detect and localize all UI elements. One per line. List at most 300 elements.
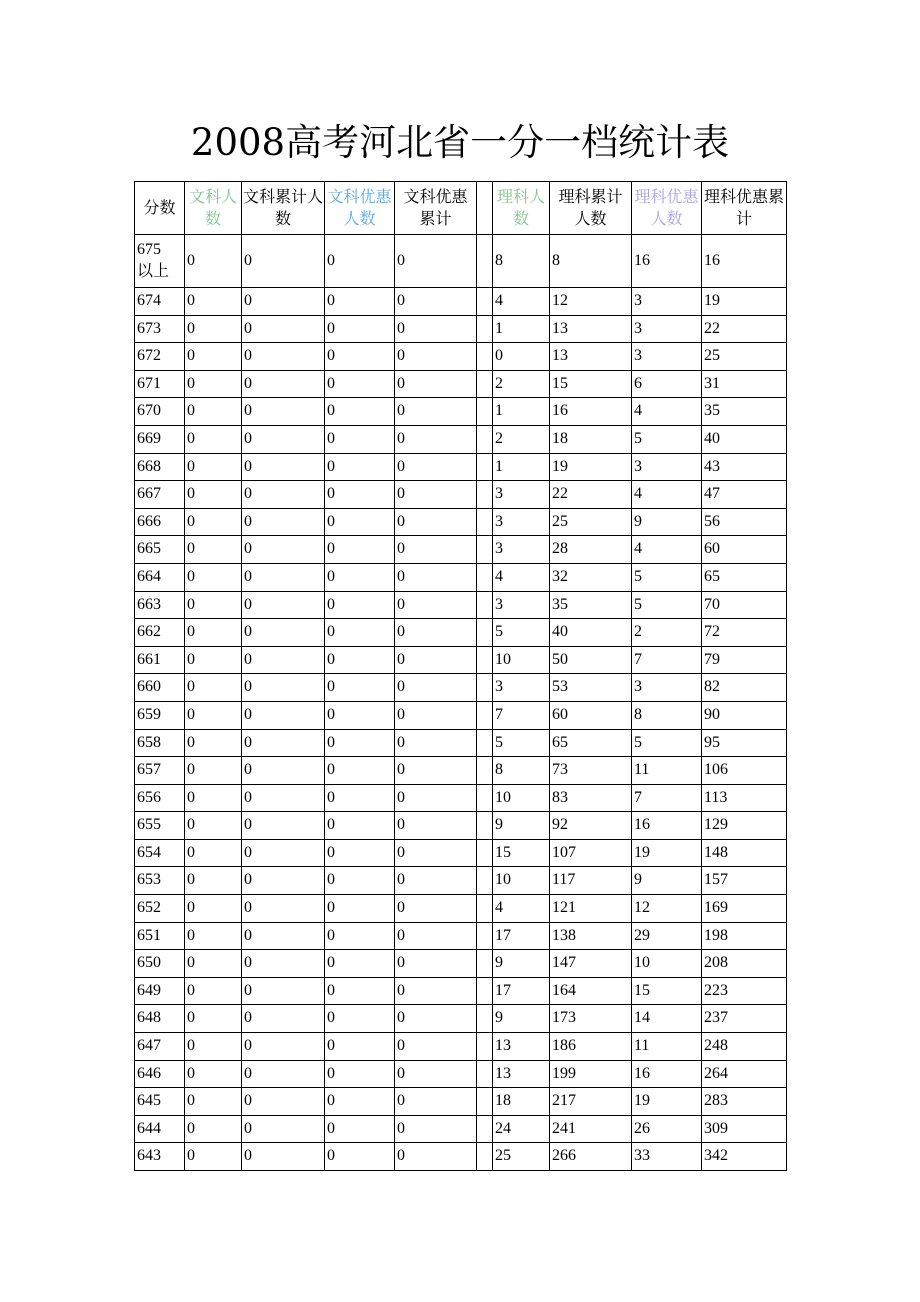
cell-li-pref-count: 4 [632,481,702,509]
cell-li-pref-cum: 40 [702,425,787,453]
cell-wen-pref-cum: 0 [395,1088,477,1116]
column-gap [477,343,493,371]
cell-li-pref-cum: 72 [702,619,787,647]
cell-wen-cum: 0 [242,977,325,1005]
cell-li-cum: 18 [550,425,632,453]
cell-wen-cum: 0 [242,867,325,895]
column-gap [477,1115,493,1143]
cell-wen-pref-count: 0 [325,1005,395,1033]
score-table [134,181,787,1171]
cell-wen-count: 0 [185,1005,242,1033]
cell-wen-cum: 0 [242,343,325,371]
cell-li-cum: 65 [550,729,632,757]
cell-wen-pref-count: 0 [325,895,395,923]
cell-li-cum: 164 [550,977,632,1005]
table-row [135,425,787,453]
column-gap [477,757,493,785]
cell-wen-pref-cum: 0 [395,729,477,757]
table-row [135,370,787,398]
cell-wen-pref-count: 0 [325,1033,395,1061]
cell-score: 665 [135,536,185,564]
column-gap [477,1143,493,1171]
table-row [135,591,787,619]
cell-wen-count: 0 [185,288,242,316]
cell-li-pref-cum: 56 [702,508,787,536]
cell-li-cum: 53 [550,674,632,702]
cell-li-pref-cum: 148 [702,839,787,867]
cell-score: 669 [135,425,185,453]
cell-score: 659 [135,701,185,729]
column-gap [477,674,493,702]
cell-wen-count: 0 [185,453,242,481]
cell-score: 651 [135,922,185,950]
cell-li-pref-cum: 113 [702,784,787,812]
cell-wen-pref-cum: 0 [395,563,477,591]
cell-li-pref-cum: 25 [702,343,787,371]
cell-li-count: 15 [493,839,550,867]
cell-wen-pref-cum: 0 [395,922,477,950]
cell-wen-cum: 0 [242,950,325,978]
cell-wen-cum: 0 [242,757,325,785]
cell-li-pref-count: 16 [632,812,702,840]
column-gap [477,370,493,398]
column-gap [477,950,493,978]
cell-li-pref-cum: 16 [702,235,787,288]
cell-wen-pref-count: 0 [325,784,395,812]
cell-li-count: 1 [493,398,550,426]
table-row [135,481,787,509]
cell-wen-cum: 0 [242,425,325,453]
cell-li-count: 4 [493,563,550,591]
cell-li-cum: 19 [550,453,632,481]
header-wen-pref-cum: 文科优惠累计 [395,182,477,235]
table-row [135,563,787,591]
column-gap [477,508,493,536]
cell-li-pref-count: 7 [632,784,702,812]
cell-li-pref-cum: 309 [702,1115,787,1143]
cell-wen-cum: 0 [242,315,325,343]
column-gap [477,453,493,481]
cell-wen-pref-count: 0 [325,922,395,950]
cell-li-pref-count: 5 [632,563,702,591]
header-wen-pref-count: 文科优惠人数 [325,182,395,235]
cell-score: 660 [135,674,185,702]
cell-wen-cum: 0 [242,701,325,729]
cell-li-cum: 25 [550,508,632,536]
cell-li-pref-cum: 35 [702,398,787,426]
column-gap [477,839,493,867]
cell-score: 644 [135,1115,185,1143]
cell-li-count: 25 [493,1143,550,1171]
cell-li-count: 17 [493,922,550,950]
cell-li-cum: 117 [550,867,632,895]
cell-li-pref-cum: 60 [702,536,787,564]
cell-wen-cum: 0 [242,729,325,757]
cell-li-cum: 13 [550,315,632,343]
cell-wen-pref-cum: 0 [395,1143,477,1171]
cell-wen-pref-cum: 0 [395,1060,477,1088]
cell-score: 673 [135,315,185,343]
cell-li-count: 9 [493,812,550,840]
cell-wen-cum: 0 [242,922,325,950]
cell-score: 646 [135,1060,185,1088]
cell-score: 649 [135,977,185,1005]
cell-wen-count: 0 [185,812,242,840]
cell-score: 664 [135,563,185,591]
cell-li-count: 7 [493,701,550,729]
cell-wen-pref-cum: 0 [395,398,477,426]
cell-wen-count: 0 [185,674,242,702]
cell-li-pref-count: 8 [632,701,702,729]
cell-li-count: 18 [493,1088,550,1116]
table-row [135,235,787,288]
cell-li-pref-cum: 90 [702,701,787,729]
header-li-pref-count: 理科优惠人数 [632,182,702,235]
cell-score: 655 [135,812,185,840]
cell-wen-pref-count: 0 [325,563,395,591]
column-gap [477,1005,493,1033]
cell-li-pref-cum: 169 [702,895,787,923]
table-row [135,453,787,481]
cell-score: 650 [135,950,185,978]
cell-li-pref-cum: 129 [702,812,787,840]
table-row [135,950,787,978]
cell-wen-cum: 0 [242,1115,325,1143]
table-body [135,235,787,1171]
cell-li-count: 8 [493,757,550,785]
cell-wen-count: 0 [185,977,242,1005]
table-row [135,1033,787,1061]
cell-li-count: 1 [493,315,550,343]
table-row [135,1088,787,1116]
cell-wen-cum: 0 [242,1088,325,1116]
cell-wen-count: 0 [185,950,242,978]
cell-li-cum: 147 [550,950,632,978]
cell-score: 653 [135,867,185,895]
cell-li-count: 10 [493,646,550,674]
cell-li-cum: 121 [550,895,632,923]
cell-wen-count: 0 [185,646,242,674]
column-gap [477,701,493,729]
cell-wen-cum: 0 [242,591,325,619]
table-row [135,536,787,564]
cell-wen-pref-count: 0 [325,977,395,1005]
cell-score: 661 [135,646,185,674]
cell-li-count: 9 [493,1005,550,1033]
cell-score: 645 [135,1088,185,1116]
header-row [135,182,787,235]
cell-li-count: 4 [493,288,550,316]
cell-wen-cum: 0 [242,1143,325,1171]
cell-li-cum: 199 [550,1060,632,1088]
cell-li-count: 10 [493,784,550,812]
column-gap [477,619,493,647]
cell-score: 667 [135,481,185,509]
cell-li-pref-cum: 47 [702,481,787,509]
cell-li-pref-cum: 342 [702,1143,787,1171]
cell-wen-cum: 0 [242,1005,325,1033]
cell-li-pref-count: 3 [632,288,702,316]
cell-wen-count: 0 [185,508,242,536]
table-row [135,729,787,757]
cell-li-count: 5 [493,729,550,757]
cell-li-pref-count: 2 [632,619,702,647]
cell-score: 670 [135,398,185,426]
cell-wen-cum: 0 [242,839,325,867]
cell-li-pref-cum: 19 [702,288,787,316]
cell-li-pref-count: 3 [632,343,702,371]
cell-score: 666 [135,508,185,536]
column-gap [477,288,493,316]
cell-li-pref-cum: 198 [702,922,787,950]
cell-wen-count: 0 [185,895,242,923]
table-row [135,1115,787,1143]
cell-wen-pref-count: 0 [325,619,395,647]
cell-score: 674 [135,288,185,316]
cell-wen-cum: 0 [242,508,325,536]
cell-li-cum: 15 [550,370,632,398]
table-row [135,701,787,729]
cell-wen-count: 0 [185,425,242,453]
cell-wen-cum: 0 [242,563,325,591]
column-gap [477,729,493,757]
table-row [135,977,787,1005]
cell-wen-cum: 0 [242,536,325,564]
cell-wen-count: 0 [185,370,242,398]
column-gap [477,895,493,923]
header-wen-count: 文科人数 [185,182,242,235]
cell-wen-count: 0 [185,701,242,729]
cell-li-count: 3 [493,508,550,536]
cell-wen-pref-cum: 0 [395,315,477,343]
cell-wen-cum: 0 [242,453,325,481]
cell-li-pref-count: 4 [632,398,702,426]
cell-li-cum: 217 [550,1088,632,1116]
cell-li-pref-cum: 106 [702,757,787,785]
cell-li-cum: 22 [550,481,632,509]
cell-li-cum: 92 [550,812,632,840]
cell-score: 654 [135,839,185,867]
cell-li-count: 10 [493,867,550,895]
cell-li-cum: 28 [550,536,632,564]
cell-score: 648 [135,1005,185,1033]
cell-wen-count: 0 [185,591,242,619]
cell-wen-pref-cum: 0 [395,646,477,674]
column-gap [477,398,493,426]
cell-wen-cum: 0 [242,398,325,426]
cell-li-pref-cum: 237 [702,1005,787,1033]
cell-wen-pref-count: 0 [325,591,395,619]
cell-wen-pref-cum: 0 [395,1005,477,1033]
table-row [135,343,787,371]
cell-wen-pref-count: 0 [325,1060,395,1088]
cell-li-pref-cum: 223 [702,977,787,1005]
cell-wen-cum: 0 [242,288,325,316]
cell-wen-count: 0 [185,536,242,564]
table-row [135,619,787,647]
cell-li-cum: 13 [550,343,632,371]
table-row [135,784,787,812]
column-gap [477,784,493,812]
cell-wen-pref-cum: 0 [395,674,477,702]
cell-li-pref-count: 3 [632,315,702,343]
cell-wen-count: 0 [185,481,242,509]
cell-wen-pref-cum: 0 [395,757,477,785]
cell-wen-pref-cum: 0 [395,812,477,840]
page-title: 2008高考河北省一分一档统计表 [190,121,730,164]
cell-wen-count: 0 [185,343,242,371]
table-row [135,1005,787,1033]
column-gap [477,977,493,1005]
column-gap [477,591,493,619]
cell-li-pref-count: 10 [632,950,702,978]
table-row [135,508,787,536]
cell-wen-pref-count: 0 [325,839,395,867]
cell-score: 668 [135,453,185,481]
cell-li-cum: 83 [550,784,632,812]
cell-li-pref-count: 11 [632,1033,702,1061]
cell-score: 657 [135,757,185,785]
cell-wen-pref-cum: 0 [395,343,477,371]
cell-wen-pref-count: 0 [325,867,395,895]
cell-wen-count: 0 [185,315,242,343]
cell-wen-pref-cum: 0 [395,1115,477,1143]
cell-wen-pref-cum: 0 [395,508,477,536]
column-gap [477,563,493,591]
cell-wen-pref-cum: 0 [395,453,477,481]
cell-li-cum: 241 [550,1115,632,1143]
table-row [135,1060,787,1088]
cell-wen-pref-cum: 0 [395,536,477,564]
cell-li-pref-cum: 283 [702,1088,787,1116]
cell-wen-count: 0 [185,757,242,785]
cell-wen-pref-count: 0 [325,729,395,757]
cell-li-pref-count: 33 [632,1143,702,1171]
cell-li-cum: 138 [550,922,632,950]
cell-li-cum: 32 [550,563,632,591]
cell-li-pref-count: 26 [632,1115,702,1143]
cell-score: 658 [135,729,185,757]
cell-li-pref-cum: 82 [702,674,787,702]
cell-wen-pref-cum: 0 [395,591,477,619]
cell-wen-cum: 0 [242,812,325,840]
cell-li-pref-cum: 22 [702,315,787,343]
cell-wen-pref-cum: 0 [395,784,477,812]
column-gap [477,812,493,840]
cell-li-pref-count: 4 [632,536,702,564]
cell-wen-pref-cum: 0 [395,867,477,895]
cell-wen-pref-cum: 0 [395,950,477,978]
cell-li-pref-count: 15 [632,977,702,1005]
cell-li-pref-cum: 264 [702,1060,787,1088]
column-gap [477,646,493,674]
cell-li-count: 9 [493,950,550,978]
table-row [135,757,787,785]
cell-li-cum: 16 [550,398,632,426]
cell-wen-count: 0 [185,235,242,288]
cell-wen-pref-count: 0 [325,1115,395,1143]
table-row [135,1143,787,1171]
column-gap [477,235,493,288]
header-li-pref-cum: 理科优惠累计 [702,182,787,235]
cell-wen-pref-count: 0 [325,315,395,343]
cell-li-count: 3 [493,536,550,564]
cell-li-pref-count: 5 [632,729,702,757]
cell-li-pref-cum: 79 [702,646,787,674]
cell-score: 672 [135,343,185,371]
cell-wen-cum: 0 [242,1060,325,1088]
table-row [135,315,787,343]
cell-li-count: 8 [493,235,550,288]
cell-wen-cum: 0 [242,895,325,923]
cell-wen-cum: 0 [242,784,325,812]
cell-li-count: 0 [493,343,550,371]
cell-wen-cum: 0 [242,674,325,702]
cell-li-cum: 40 [550,619,632,647]
cell-li-pref-count: 19 [632,1088,702,1116]
cell-wen-cum: 0 [242,619,325,647]
column-gap [477,425,493,453]
cell-wen-count: 0 [185,784,242,812]
cell-wen-pref-count: 0 [325,343,395,371]
cell-wen-pref-count: 0 [325,453,395,481]
cell-wen-pref-count: 0 [325,508,395,536]
header-wen-cum: 文科累计人数 [242,182,325,235]
cell-li-count: 1 [493,453,550,481]
cell-wen-count: 0 [185,867,242,895]
cell-wen-cum: 0 [242,481,325,509]
cell-li-pref-cum: 43 [702,453,787,481]
cell-wen-pref-cum: 0 [395,370,477,398]
cell-wen-pref-cum: 0 [395,895,477,923]
cell-wen-pref-count: 0 [325,235,395,288]
cell-wen-pref-count: 0 [325,1143,395,1171]
cell-wen-count: 0 [185,398,242,426]
column-gap [477,922,493,950]
cell-li-pref-count: 6 [632,370,702,398]
cell-score: 652 [135,895,185,923]
table-row [135,922,787,950]
cell-li-pref-count: 9 [632,508,702,536]
cell-li-count: 5 [493,619,550,647]
cell-wen-pref-count: 0 [325,757,395,785]
table-row [135,288,787,316]
cell-li-pref-count: 7 [632,646,702,674]
cell-li-cum: 73 [550,757,632,785]
cell-wen-pref-cum: 0 [395,977,477,1005]
cell-wen-pref-count: 0 [325,812,395,840]
cell-li-pref-cum: 31 [702,370,787,398]
cell-li-cum: 12 [550,288,632,316]
cell-wen-count: 0 [185,1115,242,1143]
cell-wen-pref-cum: 0 [395,1033,477,1061]
table-row [135,867,787,895]
header-score: 分数 [135,182,185,235]
table-row [135,674,787,702]
cell-li-pref-count: 9 [632,867,702,895]
cell-li-pref-cum: 157 [702,867,787,895]
cell-li-count: 24 [493,1115,550,1143]
cell-li-cum: 173 [550,1005,632,1033]
cell-wen-pref-cum: 0 [395,288,477,316]
cell-li-cum: 50 [550,646,632,674]
cell-li-pref-count: 16 [632,235,702,288]
cell-wen-count: 0 [185,1033,242,1061]
cell-li-pref-count: 3 [632,453,702,481]
cell-wen-count: 0 [185,563,242,591]
cell-wen-pref-cum: 0 [395,481,477,509]
column-gap [477,1060,493,1088]
